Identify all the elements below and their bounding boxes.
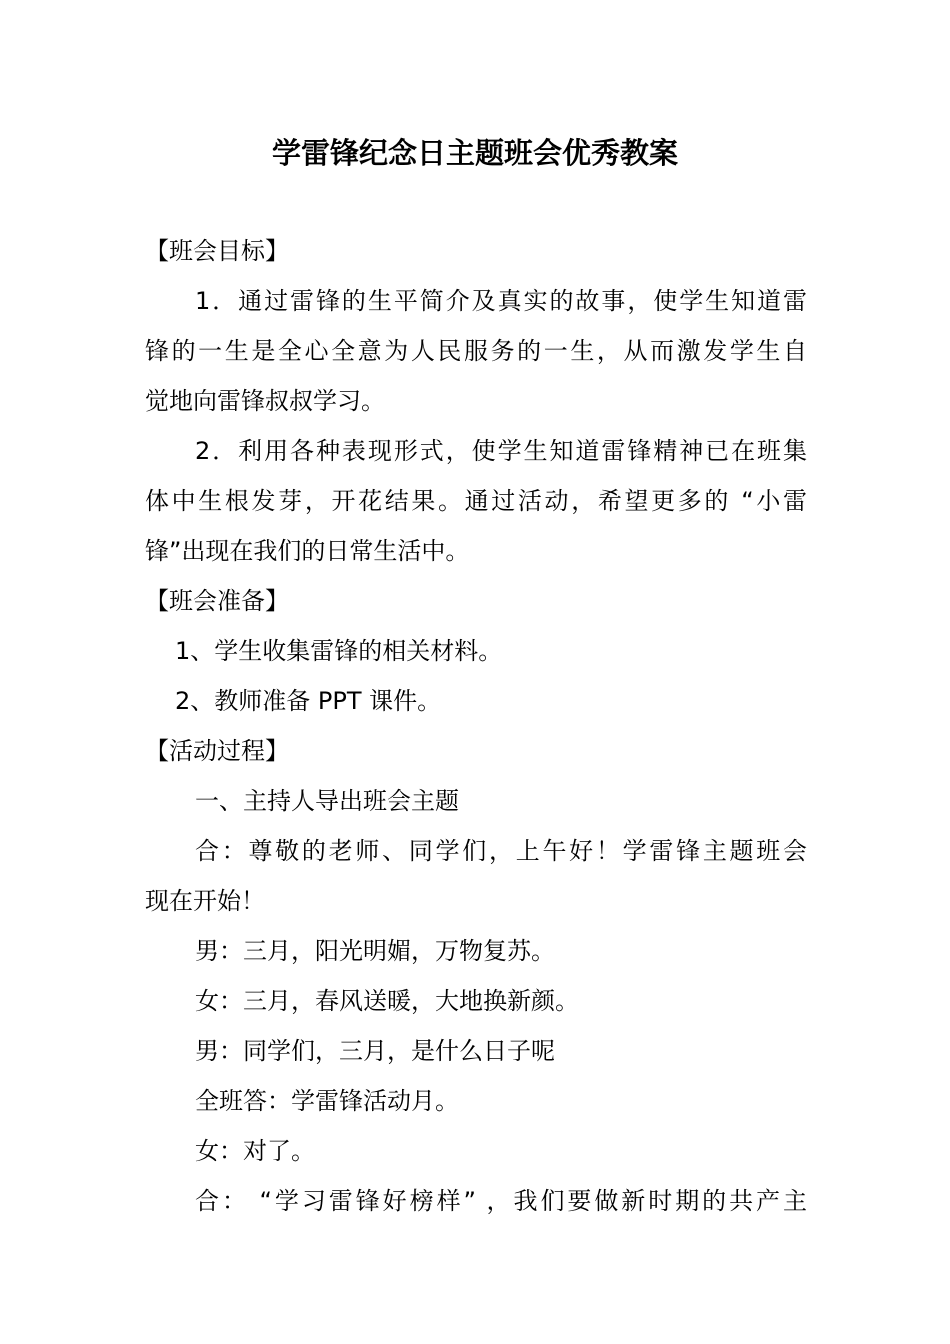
- paragraph-line: 锋”出现在我们的日常生活中。: [145, 537, 470, 565]
- paragraph-line: 合：尊敬的老师、同学们，上午好！学雷锋主题班会: [195, 837, 807, 865]
- subheading: 一、主持人导出班会主题: [195, 787, 459, 815]
- paragraph-line: 现在开始！: [145, 887, 265, 915]
- paragraph-line: 体中生根发芽，开花结果。通过活动，希望更多的 “小雷: [145, 487, 807, 515]
- section-heading-process: 【活动过程】: [145, 737, 289, 765]
- paragraph-line: 2．利用各种表现形式，使学生知道雷锋精神已在班集: [195, 437, 807, 465]
- section-heading-preparation: 【班会准备】: [145, 587, 289, 615]
- section-heading-goals: 【班会目标】: [145, 237, 289, 265]
- list-item: 2、教师准备 PPT 课件。: [175, 687, 442, 715]
- dialogue-line: 全班答：学雷锋活动月。: [195, 1087, 459, 1115]
- paragraph-line: 觉地向雷锋叔叔学习。: [145, 387, 385, 415]
- paragraph-line: 1．通过雷锋的生平简介及真实的故事，使学生知道雷: [195, 287, 807, 315]
- dialogue-line: 男：三月，阳光明媚，万物复苏。: [195, 937, 555, 965]
- list-item: 1、学生收集雷锋的相关材料。: [175, 637, 503, 665]
- dialogue-line: 女：对了。: [195, 1137, 315, 1165]
- dialogue-line: 女：三月，春风送暖，大地换新颜。: [195, 987, 579, 1015]
- document-title: 学雷锋纪念日主题班会优秀教案: [271, 136, 678, 170]
- paragraph-line: 锋的一生是全心全意为人民服务的一生，从而激发学生自: [145, 337, 807, 365]
- dialogue-line: 男：同学们，三月，是什么日子呢: [195, 1037, 555, 1065]
- document-body: [145, 226, 807, 1226]
- dialogue-line: 合： “学习雷锋好榜样” ，我们要做新时期的共产主: [195, 1187, 807, 1215]
